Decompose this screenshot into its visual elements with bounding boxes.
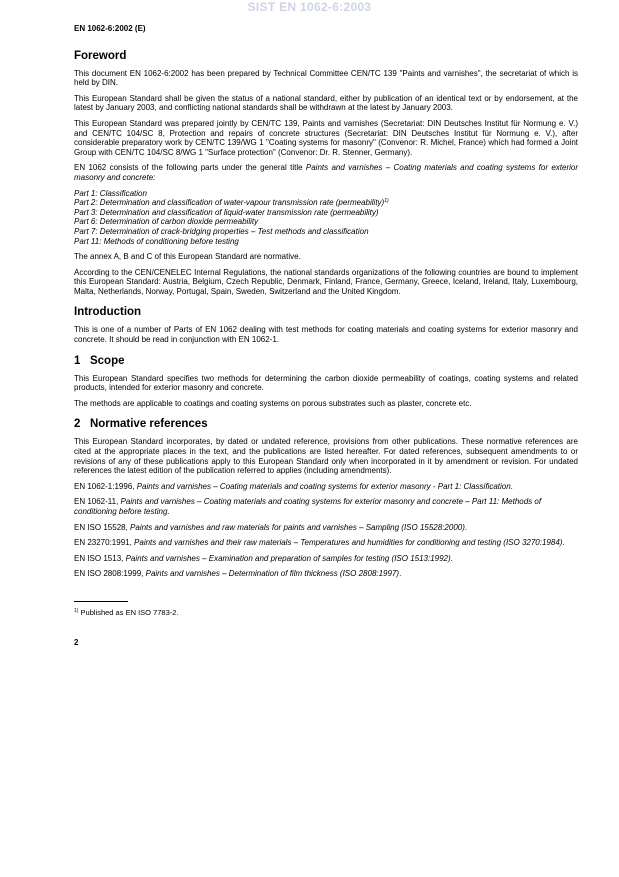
part-item: Part 6: Determination of carbon dioxide permeability	[74, 217, 259, 227]
footnote-reference: 1)	[384, 198, 389, 205]
foreword-paragraph-1: This document EN 1062-6:2002 has been prepared by Technical Committee CEN/TC 139 "Paints and varnishes", the secretariat of which is held by DIN.	[74, 68, 578, 88]
scope-paragraph-1: This European Standard specifies two methods for determining the carbon dioxide permeability of coatings, coating systems and related products, intended for exterior masonry and concrete.	[74, 373, 578, 393]
reference-item: EN ISO 15528, Paints and varnishes and raw materials for paints and varnishes – Sampling (ISO 15528:2000).	[74, 522, 468, 532]
part-item: Part 3: Determination and classification of liquid-water transmission rate (permeability)	[74, 207, 379, 217]
foreword-heading: Foreword	[74, 49, 127, 62]
introduction-paragraph: This is one of a number of Parts of EN 1062 dealing with test methods for coating materials and coating systems for exterior masonry and concrete. It should be read in conjunction with EN 1062-1.	[74, 325, 578, 345]
footnote-divider	[74, 601, 128, 602]
general-title-intro: EN 1062 consists of the following parts under the general title	[74, 163, 306, 173]
document-id: EN 1062-6:2002 (E)	[74, 24, 146, 33]
foreword-paragraph-2: This European Standard shall be given the status of a national standard, either by publication of an identical text or by endorsement, at the latest by January 2003, and conflicting national standards shall be withdrawn at the latest by January 2003.	[74, 93, 578, 113]
reference-item: EN ISO 2808:1999, Paints and varnishes – Determination of film thickness (ISO 2808:1997).	[74, 569, 402, 579]
footnote-mark: 1)	[74, 607, 79, 614]
page-number: 2	[74, 637, 79, 647]
parts-list	[74, 189, 578, 247]
footnote: $^{1)}$ Published as EN ISO 7783-2.	[74, 607, 179, 617]
reference-item: EN ISO 1513, Paints and varnishes – Examination and preparation of samples for testing (ISO 1513:1992).	[74, 553, 453, 563]
normative-references-paragraph: This European Standard incorporates, by dated or undated reference, provisions from other publications. These normative references are cited at the appropriate places in the text, and the publications are listed hereafter. For dated references, subsequent amendments to or revisions of any of these publications apply to this European Standard only when incorporated in it by amendment or revision. For undated references the latest edition of the publication referred to applies (including amendments).	[74, 437, 578, 476]
reference-item: EN 1062-11, Paints and varnishes – Coating materials and coating systems for exterior masonry and concrete – Part 11: Methods of conditioning before testing.	[74, 497, 542, 516]
foreword-paragraph-5: The annex A, B and C of this European Standard are normative.	[74, 252, 301, 262]
part-item: Part 2: Determination and classification of water-vapour transmission rate (permeability)$^{1)}$	[74, 198, 389, 208]
part-item: Part 7: Determination of crack-bridging properties – Test methods and classification	[74, 226, 369, 236]
scope-paragraph-2: The methods are applicable to coatings and coating systems on porous substrates such as plaster, concrete etc.	[74, 398, 472, 408]
general-title: Paints and varnishes – Coating materials and coating systems for exterior masonry and concrete:	[74, 163, 578, 182]
scope-heading: 1 Scope	[74, 354, 125, 367]
part-item: Part 11: Methods of conditioning before testing	[74, 236, 239, 246]
normative-references-heading: 2 Normative references	[74, 418, 208, 431]
reference-item: EN 1062-1:1996, Paints and varnishes – Coating materials and coating systems for exterior masonry - Part 1: Classification.	[74, 481, 513, 491]
watermark: SIST EN 1062-6:2003	[247, 0, 372, 14]
document-page	[74, 24, 578, 647]
introduction-heading: Introduction	[74, 306, 142, 319]
reference-item: EN 23270:1991, Paints and varnishes and their raw materials – Temperatures and humidities for conditioning and testing (ISO 3270:1984).	[74, 538, 565, 548]
foreword-paragraph-3: This European Standard was prepared jointly by CEN/TC 139, Paints and varnishes (Secretariat: DIN Deutsches Institut für Normung e. V.) and CEN/TC 104/SC 8, Protection and repairs of concrete structures (Secretariat: DIN Deutsches Institut für Normung e. V.), after considerable preparatory work by CEN/TC 139/WG 1 "Coating systems for masonry" (Convenor: R. Michel, France) which had formed a Joint Group with CEN/TC 104/SC 8/WG 1 "Surface protection" (Convenor: Dr. R. Stenner, Germany).	[74, 118, 578, 157]
foreword-paragraph-4	[74, 163, 578, 182]
part-item: Part 1: Classification	[74, 188, 147, 198]
foreword-paragraph-6: According to the CEN/CENELEC Internal Regulations, the national standards organizations of the following countries are bound to implement this European Standard: Austria, Belgium, Czech Republic, Denmark, Finland, France, Germany, Greece, Iceland, Ireland, Italy, Luxembourg, Malta, Netherlands, Norway, Portugal, Spain, Sweden, Switzerland and the United Kingdom.	[74, 267, 578, 296]
